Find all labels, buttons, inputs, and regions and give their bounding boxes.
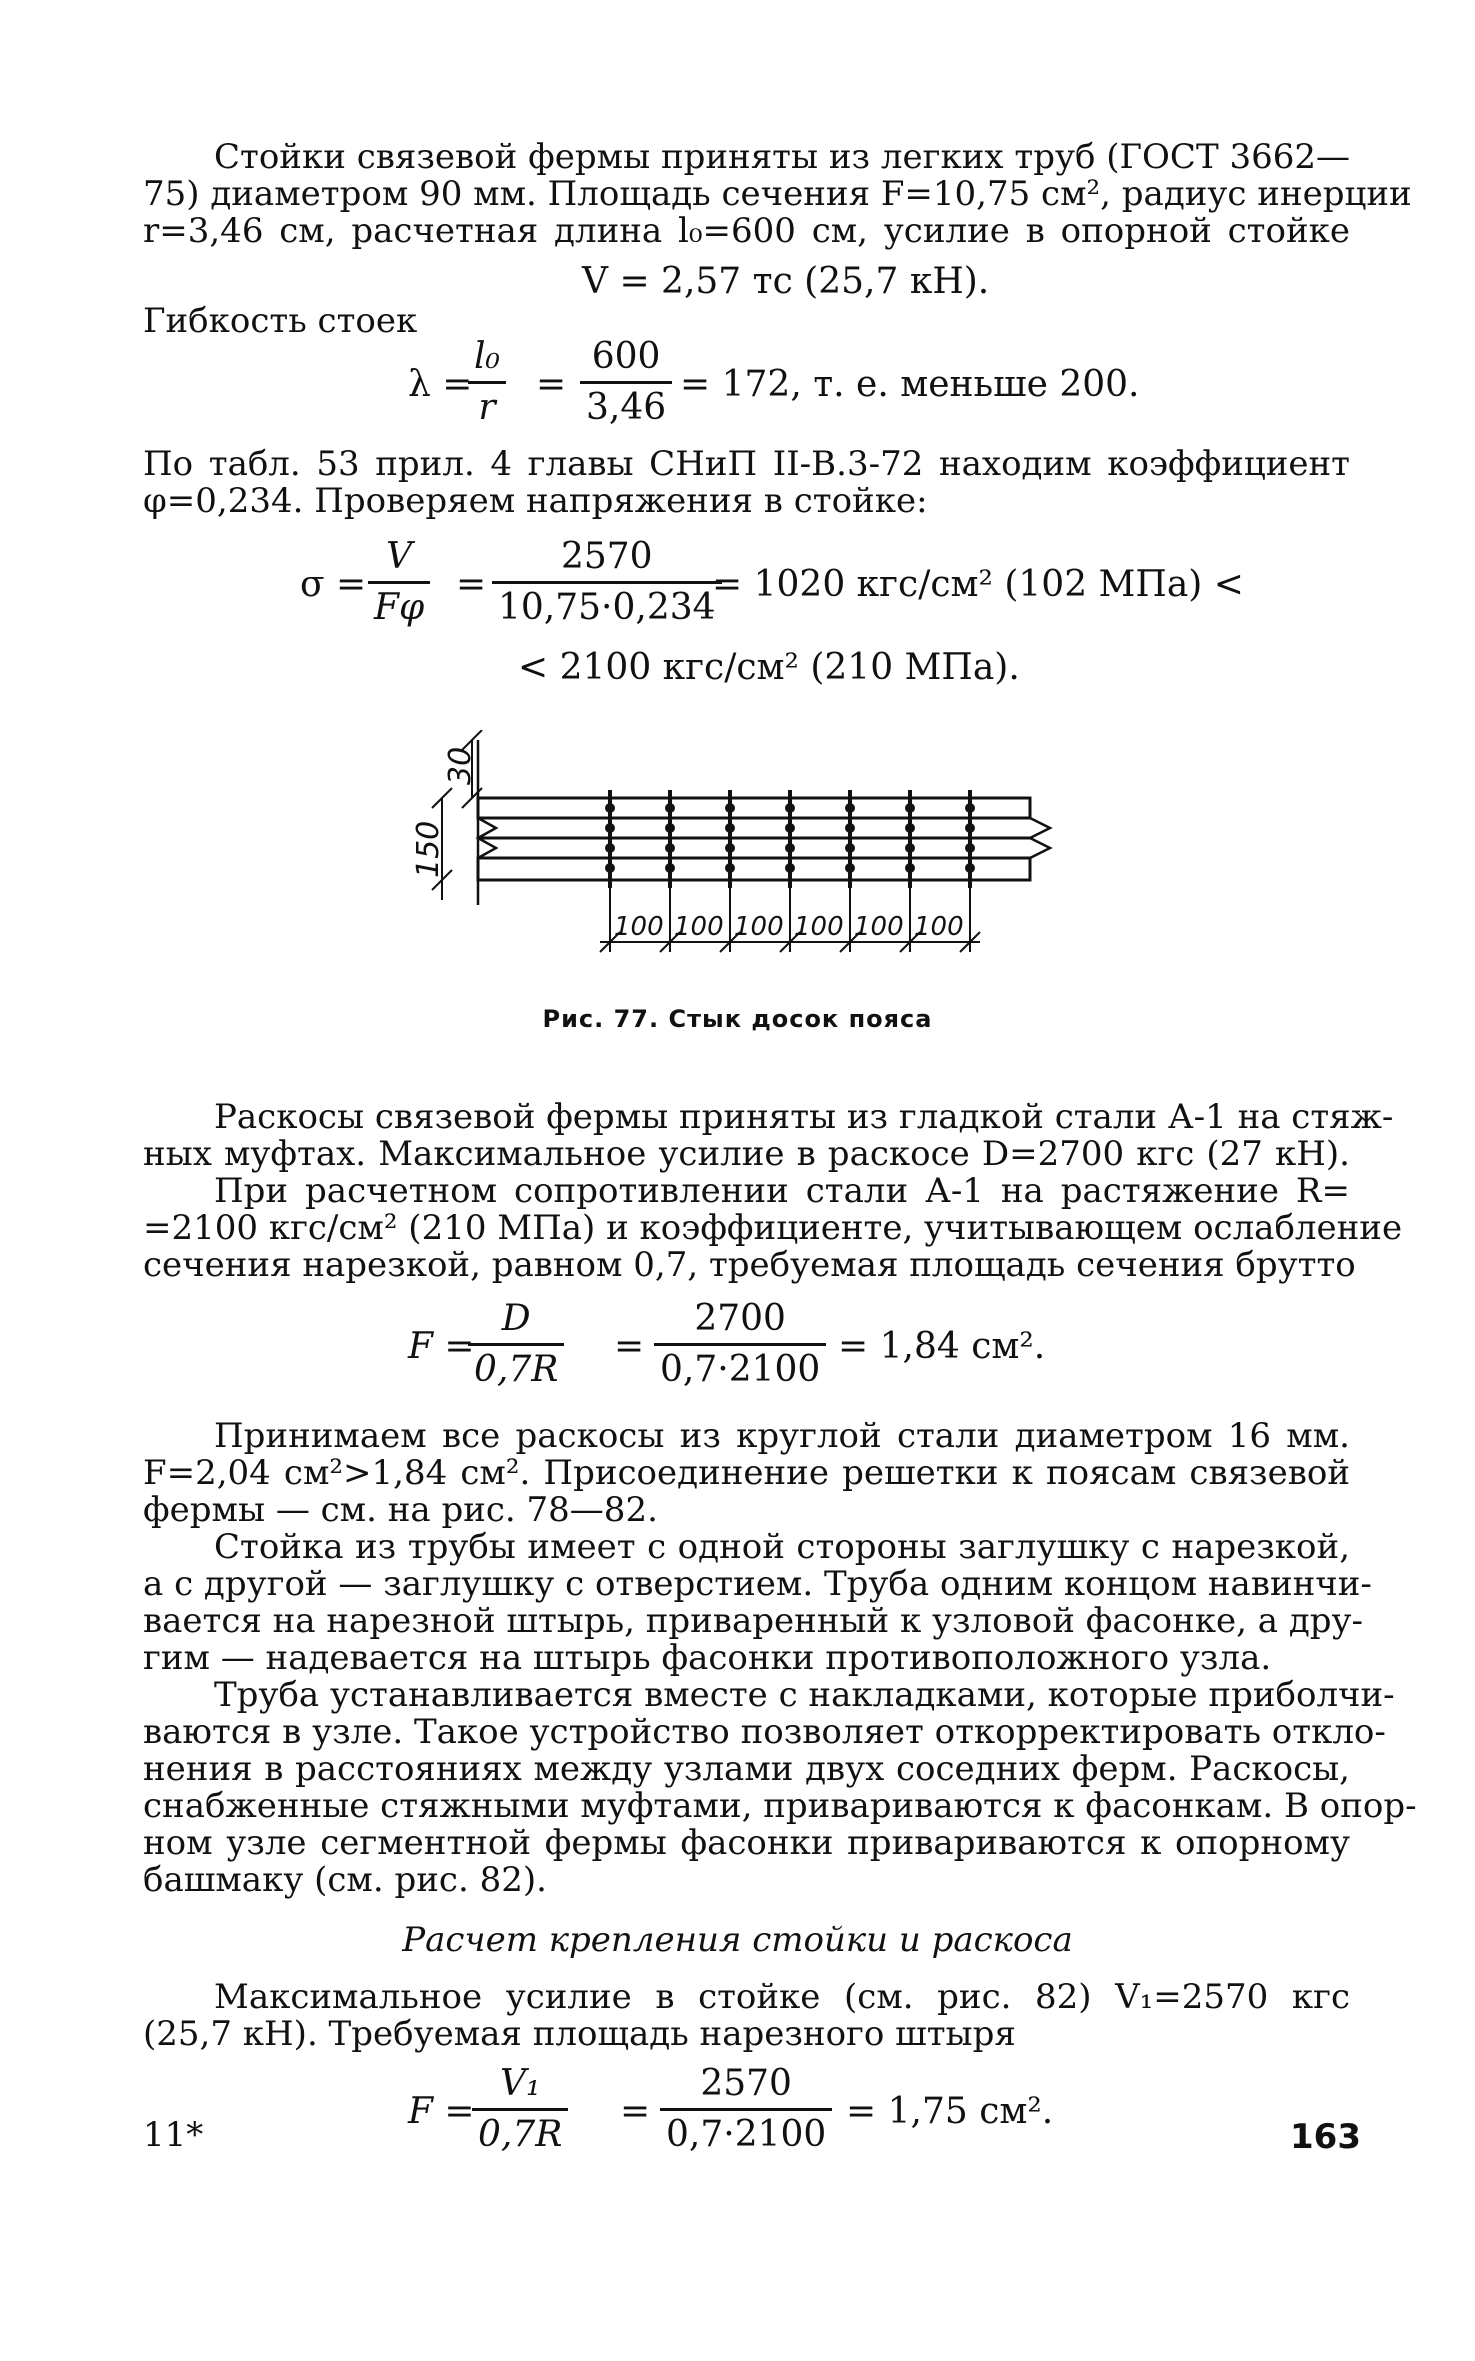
figure-caption: Рис. 77. Стык досок пояса [542, 1005, 933, 1033]
eq4-fraction-2 [654, 1299, 826, 1390]
para3-line3: При расчетном сопротивлении стали А-1 на растяжение R= [214, 1171, 1350, 1211]
eq5-result: = 1,75 см². [846, 2091, 1054, 2132]
eq3-line2: < 2100 кгс/см² (210 МПа). [518, 647, 1020, 688]
eq5-den2: 0,7·2100 [660, 2108, 832, 2155]
dim-30-label: 30 [443, 746, 478, 785]
para5-line2: (25,7 кН). Требуемая площадь нарезного штыря [143, 2014, 1016, 2054]
spacing-label: 100 [674, 912, 724, 942]
para4-line13: башмаку (см. рис. 82). [143, 1860, 547, 1900]
slenderness-label: Гибкость стоек [143, 301, 418, 341]
eq4-eq: = [614, 1326, 645, 1367]
eq2-den1: r [468, 381, 506, 428]
para2-line1: По табл. 53 прил. 4 главы СНиП II-В.3-72 находим коэффициент [143, 444, 1350, 484]
spacing-label: 100 [914, 912, 964, 942]
spacing-label: 100 [854, 912, 904, 942]
eq4-result: = 1,84 см². [838, 1326, 1046, 1367]
signature-mark: 11* [143, 2115, 204, 2155]
eq4-num2: 2700 [694, 1298, 786, 1339]
eq4-lhs: F = [408, 1326, 475, 1367]
eq2-fraction-1 [468, 337, 506, 428]
eq5-fraction-1 [472, 2064, 568, 2155]
eq2-eq: = [536, 364, 567, 405]
para4-line4: Стойка из трубы имеет с одной стороны заглушку с нарезкой, [214, 1527, 1350, 1567]
para4-line10: нения в расстояниях между узлами двух соседних ферм. Раскосы, [143, 1749, 1350, 1789]
para4-line7: гим — надевается на штырь фасонки противоположного узла. [143, 1638, 1272, 1678]
para3-line4: =2100 кгс/см² (210 МПа) и коэффициенте, учитывающем ослабление [143, 1208, 1403, 1248]
bottom-board [478, 858, 1030, 880]
para5-line1: Максимальное усилие в стойке (см. рис. 82) V₁=2570 кгс [214, 1977, 1350, 2017]
eq2-den2: 3,46 [580, 381, 672, 428]
para4-line12: ном узле сегментной фермы фасонки привариваются к опорному [143, 1823, 1350, 1863]
para4-line5: а с другой — заглушку с отверстием. Труба одним концом навинчи- [143, 1564, 1372, 1604]
equation-force: V = 2,57 тс (25,7 кН). [582, 261, 990, 302]
para3-line1: Раскосы связевой фермы приняты из гладкой стали А-1 на стяж- [214, 1097, 1394, 1137]
eq3-eq: = [456, 564, 487, 605]
eq4-den1: 0,7R [468, 1343, 564, 1390]
eq5-eq: = [620, 2091, 651, 2132]
eq4-den2: 0,7·2100 [654, 1343, 826, 1390]
spacing-label: 100 [614, 912, 664, 942]
eq2-num1: l₀ [474, 336, 500, 377]
spacing-label: 100 [794, 912, 844, 942]
eq4-fraction-1 [468, 1299, 564, 1390]
para3-line2: ных муфтах. Максимальное усилие в раскосе D=2700 кгс (27 кН). [143, 1134, 1350, 1174]
para1-line1: Стойки связевой фермы приняты из легких труб (ГОСТ 3662— [214, 137, 1350, 177]
eq3-den2: 10,75·0,234 [492, 581, 722, 628]
eq2-num2: 600 [591, 336, 661, 377]
top-board [478, 798, 1030, 818]
para2-line2: φ=0,234. Проверяем напряжения в стойке: [143, 481, 928, 521]
eq3-num2: 2570 [560, 536, 653, 577]
eq5-num2: 2570 [700, 2063, 792, 2104]
spacing-label: 100 [734, 912, 784, 942]
eq5-den1: 0,7R [472, 2108, 568, 2155]
figure-77-drawing [400, 730, 1080, 990]
para4-line8: Труба устанавливается вместе с накладками, которые приболчи- [214, 1675, 1395, 1715]
section-heading: Расчет крепления стойки и раскоса [402, 1920, 1073, 1960]
eq2-result: = 172, т. е. меньше 200. [680, 364, 1140, 405]
para4-line3: фермы — см. на рис. 78—82. [143, 1490, 658, 1530]
eq3-lhs: σ = [300, 564, 367, 605]
right-break-line [1030, 818, 1050, 858]
para3-line5: сечения нарезкой, равном 0,7, требуемая площадь сечения брутто [143, 1245, 1356, 1285]
eq3-fraction-1 [368, 537, 430, 628]
para4-line9: ваются в узле. Такое устройство позволяет откорректировать откло- [143, 1712, 1386, 1752]
para4-line6: вается на нарезной штырь, приваренный к узловой фасонке, а дру- [143, 1601, 1364, 1641]
eq5-lhs: F = [408, 2091, 475, 2132]
eq3-result: = 1020 кгс/см² (102 МПа) < [712, 564, 1244, 605]
para4-line2: F=2,04 см²>1,84 см². Присоединение решетки к поясам связевой [143, 1453, 1350, 1493]
para1-line3: r=3,46 см, расчетная длина l₀=600 см, усилие в опорной стойке [143, 211, 1350, 251]
eq2-fraction-2 [580, 337, 672, 428]
eq2-lhs: λ = [408, 364, 473, 405]
eq4-num1: D [501, 1298, 531, 1339]
eq3-den1: Fφ [368, 581, 430, 628]
eq3-num1: V [386, 536, 413, 577]
dim-150-label: 150 [411, 820, 446, 878]
eq3-fraction-2 [492, 537, 722, 628]
eq5-num1: V₁ [499, 2063, 541, 2104]
para1-line2: 75) диаметром 90 мм. Площадь сечения F=10,75 см², радиус инерции [143, 174, 1412, 214]
eq5-fraction-2 [660, 2064, 832, 2155]
page-number: 163 [1290, 2117, 1361, 2157]
para4-line1: Принимаем все раскосы из круглой стали диаметром 16 мм. [214, 1416, 1350, 1456]
para4-line11: снабженные стяжными муфтами, привариваются к фасонкам. В опор- [143, 1786, 1417, 1826]
